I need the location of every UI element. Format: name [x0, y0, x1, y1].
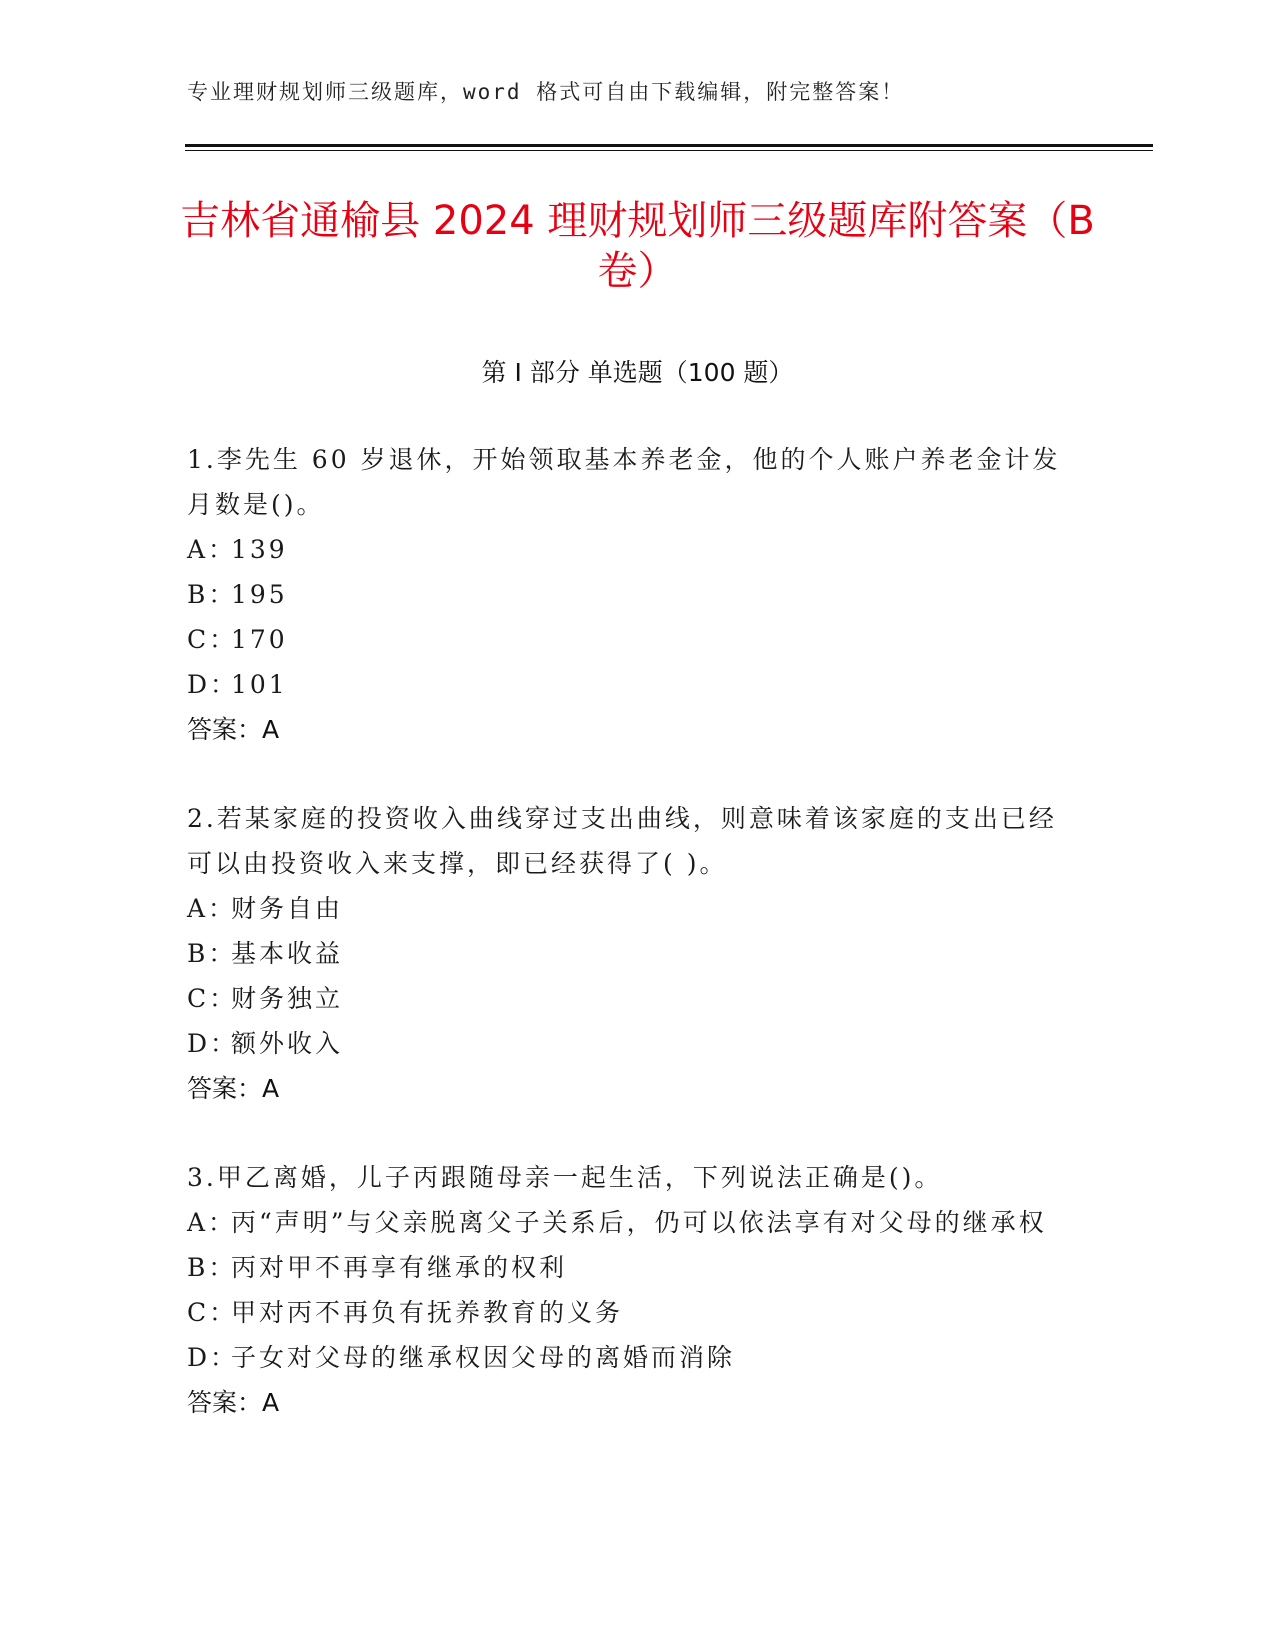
section-title: 第 I 部分 单选题（100 题） — [481, 358, 794, 387]
option-key: C： — [187, 625, 238, 654]
option-key: A： — [187, 1208, 237, 1237]
option-key: A： — [187, 894, 237, 923]
option-key: B： — [187, 939, 237, 968]
answer-line: 答案：A — [187, 1074, 280, 1103]
header-rule-thick — [185, 144, 1153, 147]
option-key: D： — [187, 670, 239, 699]
option-key: A： — [187, 535, 237, 564]
question-list — [187, 437, 1077, 1469]
option-text: 基本收益 — [231, 939, 344, 968]
option-text: 甲对丙不再负有抚养教育的义务 — [231, 1298, 624, 1327]
option-c — [187, 617, 1077, 662]
question-stem: 1.李先生 60 岁退休，开始领取基本养老金，他的个人账户养老金计发月数是()。 — [187, 445, 1061, 519]
question-3 — [187, 1155, 1077, 1425]
question-1 — [187, 437, 1077, 752]
option-text: 丙“声明”与父亲脱离父子关系后，仍可以依法享有对父母的继承权 — [231, 1208, 1047, 1237]
header-rule-thin — [185, 150, 1153, 151]
option-key: B： — [187, 1253, 237, 1282]
option-key: D： — [187, 1029, 239, 1058]
option-text: 101 — [231, 670, 288, 699]
option-text: 财务独立 — [231, 984, 344, 1013]
option-a — [187, 886, 1077, 931]
header-note: 专业理财规划师三级题库，word 格式可自由下载编辑，附完整答案！ — [187, 80, 905, 104]
question-stem: 2.若某家庭的投资收入曲线穿过支出曲线，则意味着该家庭的支出已经可以由投资收入来支撑，即已经获得了( )。 — [187, 804, 1057, 878]
option-b — [187, 931, 1077, 976]
option-key: B： — [187, 580, 237, 609]
option-a — [187, 527, 1077, 572]
option-text: 195 — [231, 580, 288, 609]
option-d — [187, 1335, 1077, 1380]
option-text: 丙对甲不再享有继承的权利 — [231, 1253, 568, 1282]
option-text: 财务自由 — [231, 894, 344, 923]
option-key: D： — [187, 1343, 239, 1372]
option-text: 额外收入 — [231, 1029, 344, 1058]
answer-line: 答案：A — [187, 1388, 280, 1417]
document-title: 吉林省通榆县 2024 理财规划师三级题库附答案（B 卷） — [180, 198, 1095, 294]
option-b — [187, 1245, 1077, 1290]
option-d — [187, 662, 1077, 707]
option-key: C： — [187, 984, 238, 1013]
option-a — [187, 1200, 1077, 1245]
option-text: 139 — [231, 535, 288, 564]
option-key: C： — [187, 1298, 238, 1327]
option-b — [187, 572, 1077, 617]
option-c — [187, 1290, 1077, 1335]
option-text: 子女对父母的继承权因父母的离婚而消除 — [231, 1343, 736, 1372]
option-text: 170 — [231, 625, 288, 654]
option-c — [187, 976, 1077, 1021]
option-d — [187, 1021, 1077, 1066]
question-2 — [187, 796, 1077, 1111]
question-stem: 3.甲乙离婚，儿子丙跟随母亲一起生活，下列说法正确是()。 — [187, 1163, 943, 1192]
answer-line: 答案：A — [187, 715, 280, 744]
